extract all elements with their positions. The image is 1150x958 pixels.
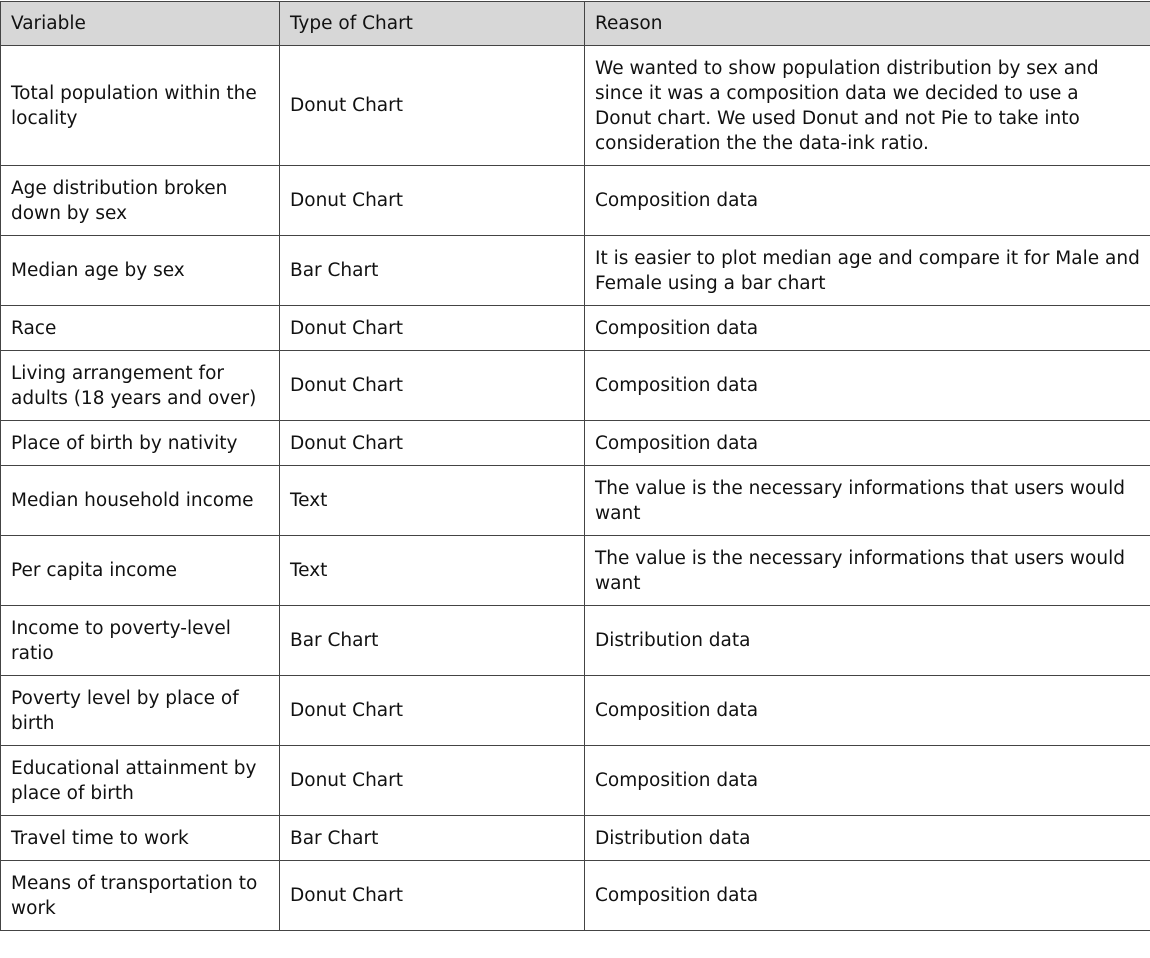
cell-reason: We wanted to show population distribution by sex and since it was a composition data we decided to use a Donut chart. We used Donut and not Pie to take into consideration the the data-ink ratio. — [585, 46, 1150, 166]
cell-reason: Composition data — [585, 306, 1150, 351]
table-row — [1, 351, 1150, 421]
header-variable: Variable — [1, 2, 280, 46]
table-row — [1, 676, 1150, 746]
cell-reason: The value is the necessary informations that users would want — [585, 536, 1150, 606]
cell-variable: Median age by sex — [1, 236, 280, 306]
cell-chart-type: Donut Chart — [280, 306, 585, 351]
cell-variable: Travel time to work — [1, 816, 280, 861]
table-row — [1, 861, 1150, 931]
cell-chart-type: Text — [280, 466, 585, 536]
table-row — [1, 46, 1150, 166]
cell-reason: Distribution data — [585, 606, 1150, 676]
cell-reason: Composition data — [585, 746, 1150, 816]
cell-variable: Race — [1, 306, 280, 351]
table-row — [1, 606, 1150, 676]
cell-chart-type: Donut Chart — [280, 351, 585, 421]
cell-chart-type: Donut Chart — [280, 861, 585, 931]
table-row — [1, 421, 1150, 466]
cell-chart-type: Donut Chart — [280, 421, 585, 466]
cell-reason: Composition data — [585, 351, 1150, 421]
cell-variable: Total population within the locality — [1, 46, 280, 166]
cell-chart-type: Donut Chart — [280, 166, 585, 236]
table-header-row — [1, 2, 1150, 46]
cell-chart-type: Bar Chart — [280, 606, 585, 676]
cell-variable: Age distribution broken down by sex — [1, 166, 280, 236]
cell-reason: It is easier to plot median age and compare it for Male and Female using a bar chart — [585, 236, 1150, 306]
cell-chart-type: Bar Chart — [280, 236, 585, 306]
table-row — [1, 746, 1150, 816]
cell-chart-type: Donut Chart — [280, 746, 585, 816]
cell-variable: Income to poverty-level ratio — [1, 606, 280, 676]
table-row — [1, 466, 1150, 536]
cell-chart-type: Bar Chart — [280, 816, 585, 861]
table-row — [1, 306, 1150, 351]
cell-variable: Living arrangement for adults (18 years and over) — [1, 351, 280, 421]
cell-chart-type: Donut Chart — [280, 46, 585, 166]
table-row — [1, 816, 1150, 861]
table-row — [1, 166, 1150, 236]
cell-variable: Educational attainment by place of birth — [1, 746, 280, 816]
cell-variable: Per capita income — [1, 536, 280, 606]
cell-variable: Means of transportation to work — [1, 861, 280, 931]
header-chart-type: Type of Chart — [280, 2, 585, 46]
cell-reason: The value is the necessary informations that users would want — [585, 466, 1150, 536]
cell-chart-type: Donut Chart — [280, 676, 585, 746]
cell-reason: Composition data — [585, 166, 1150, 236]
cell-chart-type: Text — [280, 536, 585, 606]
cell-reason: Composition data — [585, 676, 1150, 746]
cell-reason: Composition data — [585, 421, 1150, 466]
cell-reason: Composition data — [585, 861, 1150, 931]
table-row — [1, 236, 1150, 306]
cell-variable: Place of birth by nativity — [1, 421, 280, 466]
header-reason: Reason — [585, 2, 1150, 46]
table-row — [1, 536, 1150, 606]
cell-reason: Distribution data — [585, 816, 1150, 861]
chart-choice-table — [0, 1, 1150, 931]
cell-variable: Poverty level by place of birth — [1, 676, 280, 746]
cell-variable: Median household income — [1, 466, 280, 536]
